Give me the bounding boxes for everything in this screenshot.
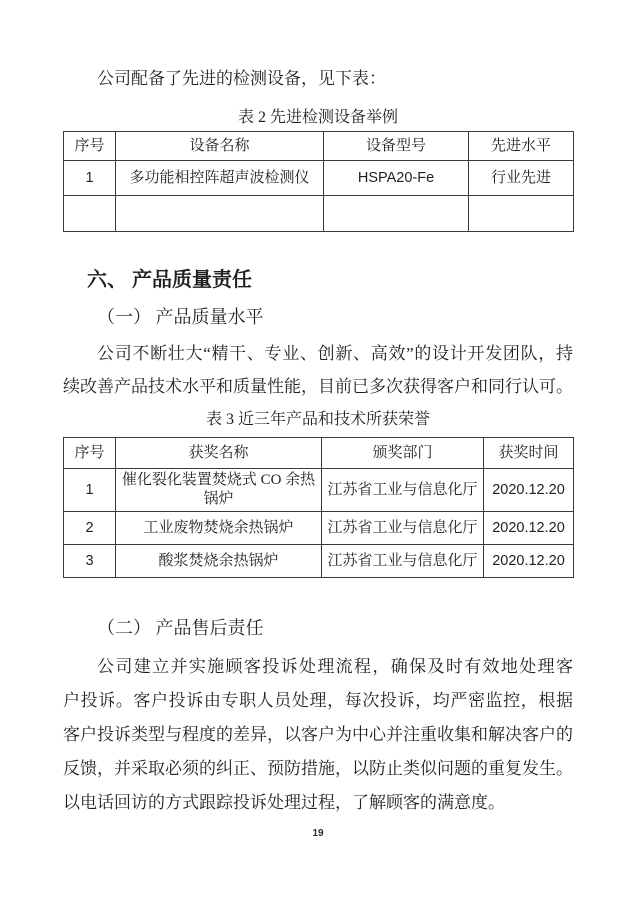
table-cell-empty [324, 196, 469, 232]
table-header-row [64, 132, 574, 161]
table-cell-award: 酸浆焚烧余热锅炉 [116, 545, 322, 578]
table-cell-empty [469, 196, 574, 232]
table-header-cell: 获奖时间 [484, 438, 574, 469]
table-cell-award: 催化裂化装置焚烧式 CO 余热锅炉 [116, 469, 322, 512]
table-header-cell: 序号 [64, 132, 116, 161]
table-header-row [64, 438, 574, 469]
paragraph-line: 公司建立并实施顾客投诉处理流程，确保及时有效地处理客 [97, 657, 573, 676]
table-cell-department: 江苏省工业与信息化厅 [322, 545, 484, 578]
table-header-cell: 设备名称 [116, 132, 324, 161]
honors-table [63, 437, 574, 578]
page-number: 19 [312, 828, 324, 839]
table-cell-model: HSPA20-Fe [324, 161, 469, 196]
table-cell-index: 3 [64, 545, 116, 578]
paragraph-line: 以电话回访的方式跟踪投诉处理过程，了解顾客的满意度。 [63, 793, 505, 812]
table-header-cell: 先进水平 [469, 132, 574, 161]
paragraph-line: 公司不断壮大“精干、专业、创新、高效”的设计开发团队，持 [97, 344, 573, 363]
section-heading: 六、 产品质量责任 [87, 269, 252, 291]
table3-caption: 表 3 近三年产品和技术所获荣誉 [205, 411, 430, 428]
table-cell-empty [116, 196, 324, 232]
table-cell-date: 2020.12.20 [484, 469, 574, 512]
table2-caption: 表 2 先进检测设备举例 [237, 109, 398, 126]
subsection-heading-2: （二） 产品售后责任 [97, 618, 264, 638]
paragraph-line: 客户投诉类型与程度的差异，以客户为中心并注重收集和解决客户的 [63, 725, 573, 744]
page-content [63, 66, 573, 839]
table-row [64, 545, 574, 578]
table-header-cell: 获奖名称 [116, 438, 322, 469]
paragraph-line: 续改善产品技术水平和质量性能，目前已多次获得客户和同行认可。 [63, 377, 573, 396]
paragraph-line: 户投诉。客户投诉由专职人员处理，每次投诉，均严密监控，根据 [63, 691, 573, 710]
paragraph-line: 反馈，并采取必须的纠正、预防措施，以防止类似问题的重复发生。 [63, 759, 573, 778]
table-cell-index: 1 [64, 161, 116, 196]
subsection-heading-1: （一） 产品质量水平 [97, 307, 264, 327]
table-cell-department: 江苏省工业与信息化厅 [322, 512, 484, 545]
table-cell-index: 1 [64, 469, 116, 512]
table-header-cell: 序号 [64, 438, 116, 469]
table-row [64, 512, 574, 545]
table-cell-department: 江苏省工业与信息化厅 [322, 469, 484, 512]
table-cell-index: 2 [64, 512, 116, 545]
table-cell-level: 行业先进 [469, 161, 574, 196]
table-header-cell: 设备型号 [324, 132, 469, 161]
table-cell-award: 工业废物焚烧余热锅炉 [116, 512, 322, 545]
table-cell-device-name: 多功能相控阵超声波检测仪 [116, 161, 324, 196]
table-row [64, 161, 574, 196]
intro-paragraph: 公司配备了先进的检测设备，见下表： [97, 69, 386, 88]
table-cell-date: 2020.12.20 [484, 512, 574, 545]
equipment-table [63, 131, 574, 232]
table-cell-date: 2020.12.20 [484, 545, 574, 578]
table-cell-empty [64, 196, 116, 232]
quality-paragraph [63, 337, 573, 403]
table-row-empty [64, 196, 574, 232]
table-header-cell: 颁奖部门 [322, 438, 484, 469]
aftersales-paragraph [63, 650, 573, 820]
table-row [64, 469, 574, 512]
